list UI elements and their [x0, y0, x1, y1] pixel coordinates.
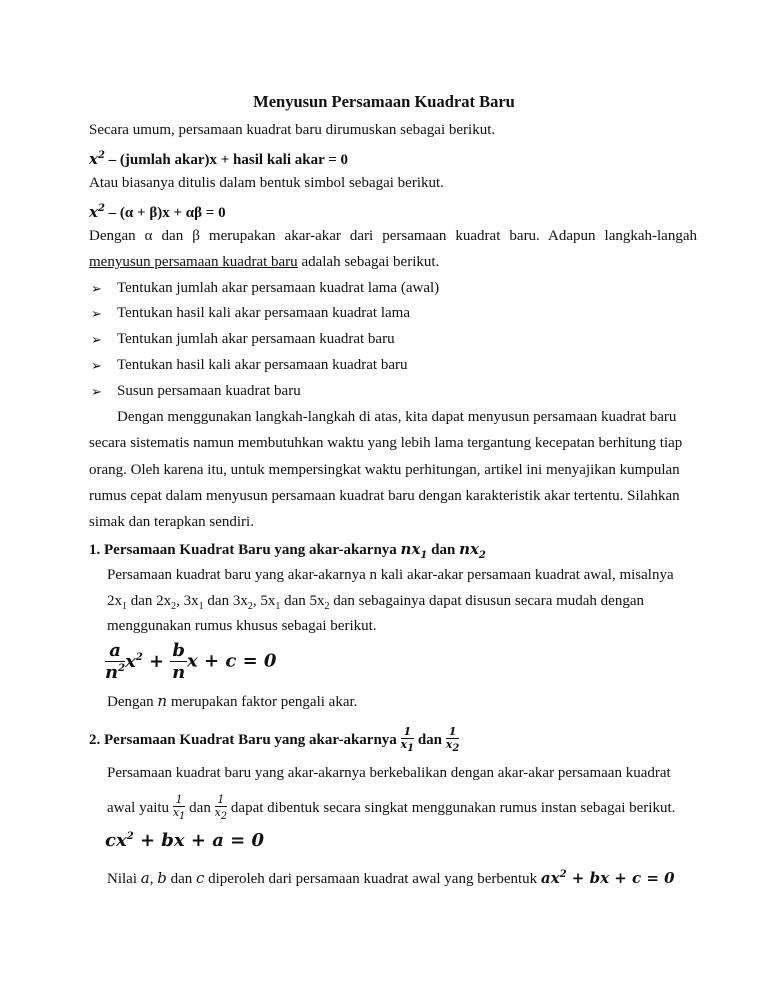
- formula-jumlah-akar: $x^2$ – (jumlah akar)x + hasil kali akar = 0: [89, 150, 349, 168]
- section-1-desc-line-3: menggunakan rumus khusus sebagai berikut.: [107, 618, 377, 634]
- underlined-phrase: menyusun persamaan kuadrat baru: [89, 254, 298, 270]
- list-item: Susun persamaan kuadrat baru: [117, 383, 301, 399]
- section-2-nilai-line: Nilai a, b dan c diperoleh dari persamaan kuadrat awal yang berbentuk $ax^2$ + bx + c = 0: [107, 869, 675, 887]
- intro-line: Secara umum, persamaan kuadrat baru dirumuskan sebagai berikut.: [89, 122, 496, 138]
- list-item: Tentukan hasil kali akar persamaan kuadrat baru: [117, 357, 408, 373]
- paragraph-1-line-1: Dengan α dan β merupakan akar-akar dari persamaan kuadrat baru. Adapun langkah-langah: [89, 228, 697, 244]
- formula-berkebalikan: $cx^2$ + bx + a = 0: [105, 830, 265, 851]
- section-1-heading: 1. Persamaan Kuadrat Baru yang akar-akarnya $nx_1$ dan $nx_2$: [89, 540, 486, 561]
- atau-line: Atau biasanya ditulis dalam bentuk simbol sebagai berikut.: [89, 175, 444, 191]
- section-2-heading: 2. Persamaan Kuadrat Baru yang akar-akarnya $\frac{1}{x_1}$ dan $\frac{1}{x_2}$: [89, 725, 460, 755]
- formula-n-kali: $\frac{a}{n^2}$ $x^2$ + $\frac{b}{n}$ x + c = 0: [105, 640, 277, 683]
- bullet-arrow-icon: ➢: [91, 332, 102, 347]
- paragraph-2-line-5: simak dan terapkan sendiri.: [89, 514, 254, 530]
- section-2-desc-line-2: awal yaitu $\frac{1}{x_1}$ dan $\frac{1}{x_2}$ dapat dibentuk secara singkat menggunakan rumus instan sebagai berikut.: [107, 793, 676, 823]
- list-item: Tentukan jumlah akar persamaan kuadrat lama (awal): [117, 280, 440, 296]
- list-item: Tentukan hasil kali akar persamaan kuadrat lama: [117, 305, 410, 321]
- section-2-desc-line-1: Persamaan kuadrat baru yang akar-akarnya berkebalikan dengan akar-akar persamaan kuadrat: [107, 765, 671, 781]
- bullet-arrow-icon: ➢: [91, 358, 102, 373]
- formula-alpha-beta: $x^2 - (\alpha + \beta)x + \alpha\beta = 0$: [89, 203, 226, 221]
- page-title: Menyusun Persamaan Kuadrat Baru: [253, 92, 515, 111]
- bullet-arrow-icon: ➢: [91, 306, 102, 321]
- bullet-arrow-icon: ➢: [91, 384, 102, 399]
- section-1-desc-line-1: Persamaan kuadrat baru yang akar-akarnya n kali akar-akar persamaan kuadrat awal, misalnya: [107, 567, 674, 583]
- paragraph-2-line-2: secara sistematis namun membutuhkan waktu yang lebih lama tergantung kecepatan berhitung tiap: [89, 435, 683, 451]
- section-1-note: Dengan n merupakan faktor pengali akar.: [107, 692, 358, 710]
- paragraph-2-line-4: rumus cepat dalam menyusun persamaan kuadrat baru dengan karakteristik akar tertentu. Silahkan: [89, 488, 680, 504]
- list-item: Tentukan jumlah akar persamaan kuadrat baru: [117, 331, 395, 347]
- paragraph-2-line-1: Dengan menggunakan langkah-langkah di atas, kita dapat menyusun persamaan kuadrat baru: [117, 409, 677, 425]
- bullet-arrow-icon: ➢: [91, 281, 102, 296]
- section-1-desc-line-2: $2x_1$ dan $2x_2$, $3x_1$ dan $3x_2$, $5x_1$ dan $5x_2$ dan sebagainya dapat disusun secara mudah dengan: [107, 593, 644, 612]
- paragraph-2-line-3: orang. Oleh karena itu, untuk mempersingkat waktu perhitungan, artikel ini menyajikan kumpulan: [89, 462, 680, 478]
- paragraph-1-line-2: menyusun persamaan kuadrat baru adalah sebagai berikut.: [89, 254, 440, 270]
